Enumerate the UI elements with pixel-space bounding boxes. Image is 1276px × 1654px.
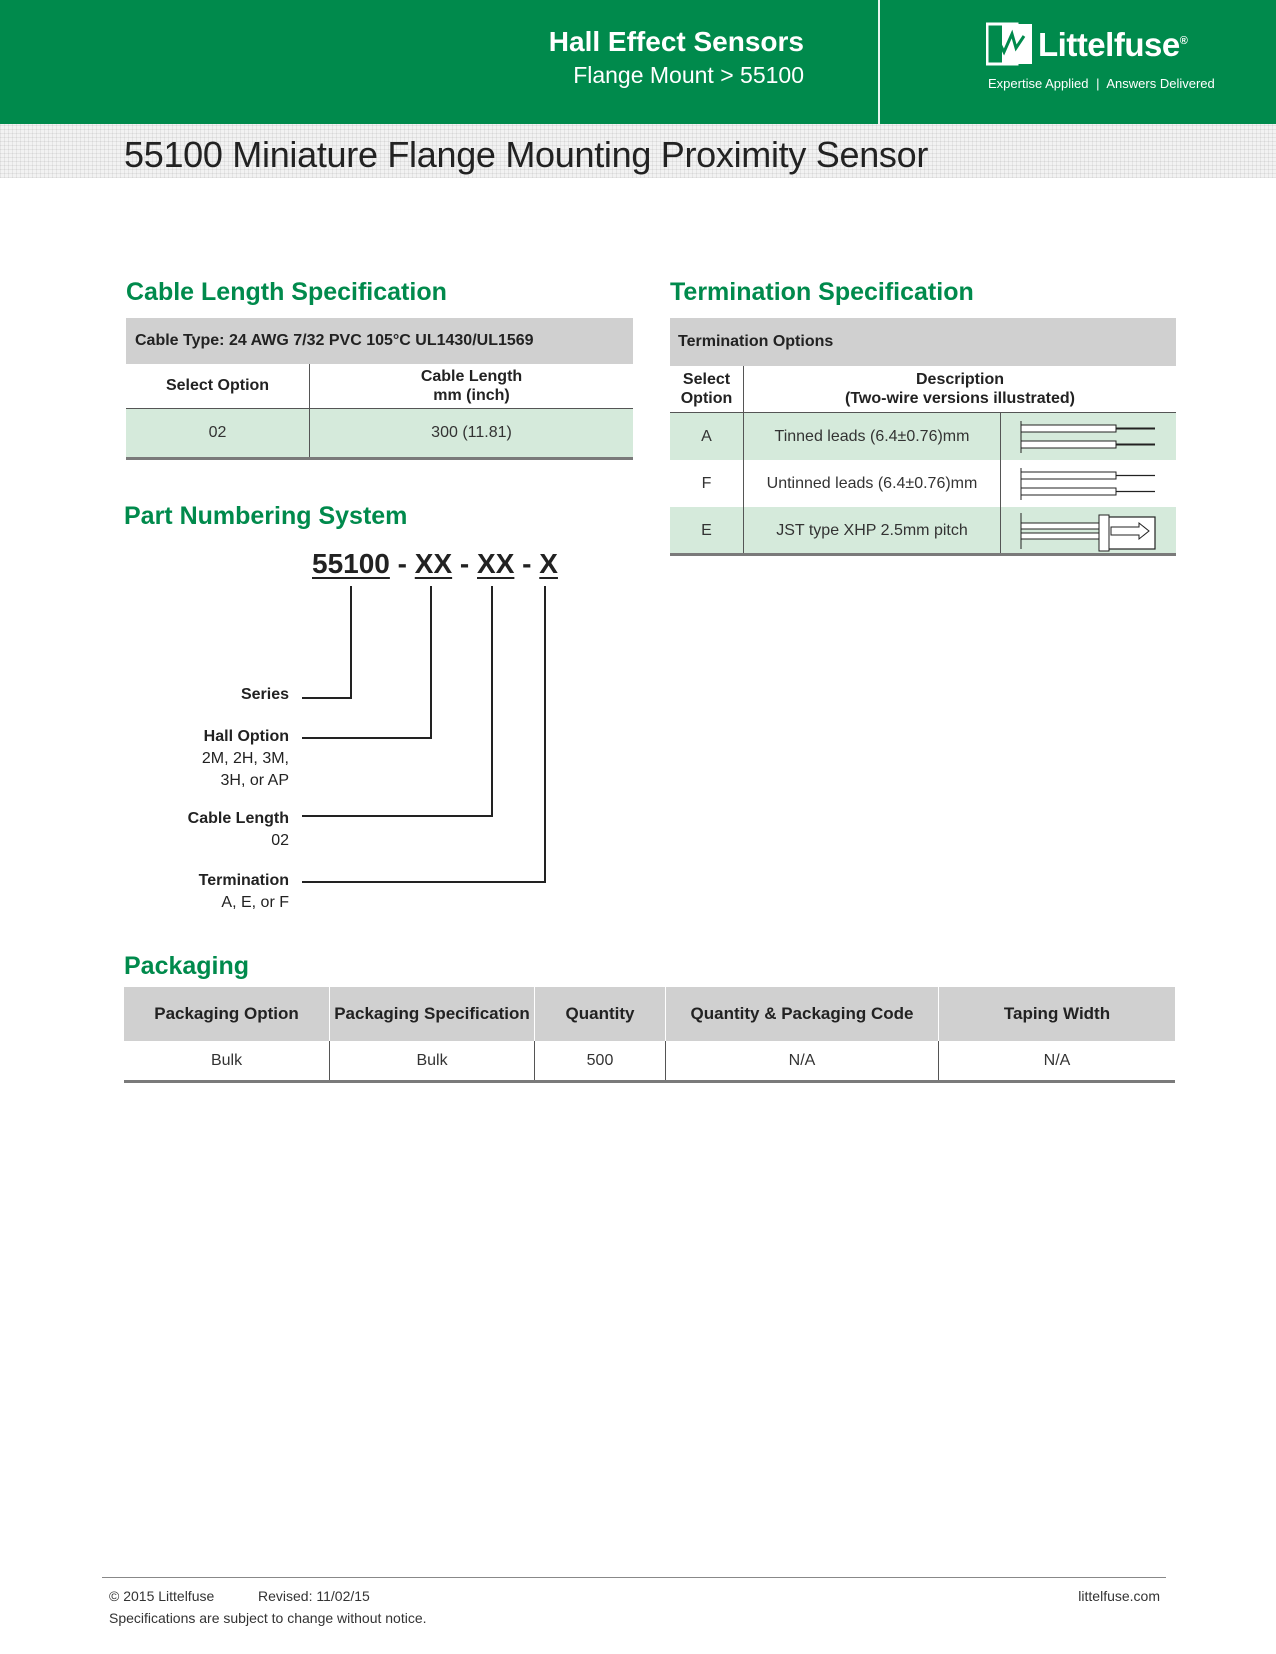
part-number-termination: X bbox=[539, 548, 558, 579]
part-number-series: 55100 bbox=[312, 548, 390, 579]
footer-copyright: © 2015 Littelfuse bbox=[109, 1588, 215, 1604]
cable-length-label: Cable Length bbox=[187, 810, 289, 827]
hall-option-label: Hall Option bbox=[203, 728, 289, 745]
hall-option-values-line2: 3H, or AP bbox=[220, 772, 289, 789]
termination-row-a-description: Tinned leads (6.4±0.76)mm bbox=[744, 413, 1000, 460]
series-label: Series bbox=[240, 686, 289, 703]
packaging-col-code: Quantity & Packaging Code bbox=[666, 987, 938, 1041]
termination-row-f-description: Untinned leads (6.4±0.76)mm bbox=[766, 474, 978, 492]
header-breadcrumb: Flange Mount > 55100 bbox=[573, 62, 804, 88]
termination-table-title: Termination Options bbox=[670, 318, 1176, 366]
termination-row-a-option: A bbox=[670, 413, 743, 460]
packaging-col-taping-width: Taping Width bbox=[939, 987, 1175, 1041]
packaging-row-code: N/A bbox=[788, 1052, 816, 1069]
logo-text: Littelfuse bbox=[1038, 26, 1180, 63]
hall-option-values-line1: 2M, 2H, 3M, bbox=[201, 750, 289, 767]
packaging-row-specification: Bulk bbox=[416, 1052, 448, 1069]
cable-row-length: 300 (11.81) bbox=[310, 409, 633, 457]
cable-length-heading: Cable Length Specification bbox=[126, 278, 447, 306]
footer-revised: Revised: 11/02/15 bbox=[258, 1588, 370, 1604]
packaging-col-specification: Packaging Specification bbox=[330, 987, 534, 1041]
packaging-heading: Packaging bbox=[124, 952, 250, 980]
cable-col-option: Select Option bbox=[165, 377, 270, 394]
footer-website-link[interactable]: littelfuse.com bbox=[1078, 1588, 1160, 1604]
page-title: 55100 Miniature Flange Mounting Proximity Sensor bbox=[124, 134, 929, 175]
packaging-col-option: Packaging Option bbox=[124, 987, 329, 1041]
part-number-code: 55100 - XX - XX - X bbox=[312, 548, 558, 579]
termination-row-e-option: E bbox=[670, 507, 743, 554]
part-number-hall: XX bbox=[414, 548, 453, 579]
termination-value: A, E, or F bbox=[221, 894, 289, 911]
packaging-table-bottom bbox=[124, 1080, 1175, 1083]
termination-col-option: Select Option bbox=[680, 371, 733, 407]
cable-type-row: Cable Type: 24 AWG 7/32 PVC 105°C UL1430/UL1569 bbox=[126, 318, 633, 364]
packaging-row-quantity: 500 bbox=[586, 1052, 614, 1069]
packaging-col-quantity: Quantity bbox=[535, 987, 665, 1041]
cable-col-length: Cable Length mm (inch) bbox=[420, 368, 523, 404]
termination-label: Termination bbox=[198, 872, 289, 889]
part-numbering-heading: Part Numbering System bbox=[124, 502, 408, 530]
part-number-length: XX bbox=[477, 548, 515, 579]
logo-tagline: Expertise Applied | Answers Delivered bbox=[988, 76, 1215, 91]
footer-divider bbox=[102, 1577, 1166, 1578]
logo-registered-mark: ® bbox=[1179, 35, 1188, 47]
termination-heading: Termination Specification bbox=[670, 278, 974, 306]
termination-row-f-option: F bbox=[701, 474, 712, 492]
packaging-row-option: Bulk bbox=[210, 1052, 243, 1069]
termination-col-description: Description (Two-wire versions illustrated) bbox=[845, 371, 1075, 407]
header-title: Hall Effect Sensors bbox=[548, 26, 804, 57]
termination-row-e-description: JST type XHP 2.5mm pitch bbox=[744, 507, 1000, 554]
packaging-row-taping-width: N/A bbox=[1043, 1052, 1071, 1069]
footer-disclaimer: Specifications are subject to change without notice. bbox=[109, 1610, 427, 1626]
cable-length-value: 02 bbox=[271, 832, 289, 849]
cable-row-option: 02 bbox=[126, 409, 309, 457]
